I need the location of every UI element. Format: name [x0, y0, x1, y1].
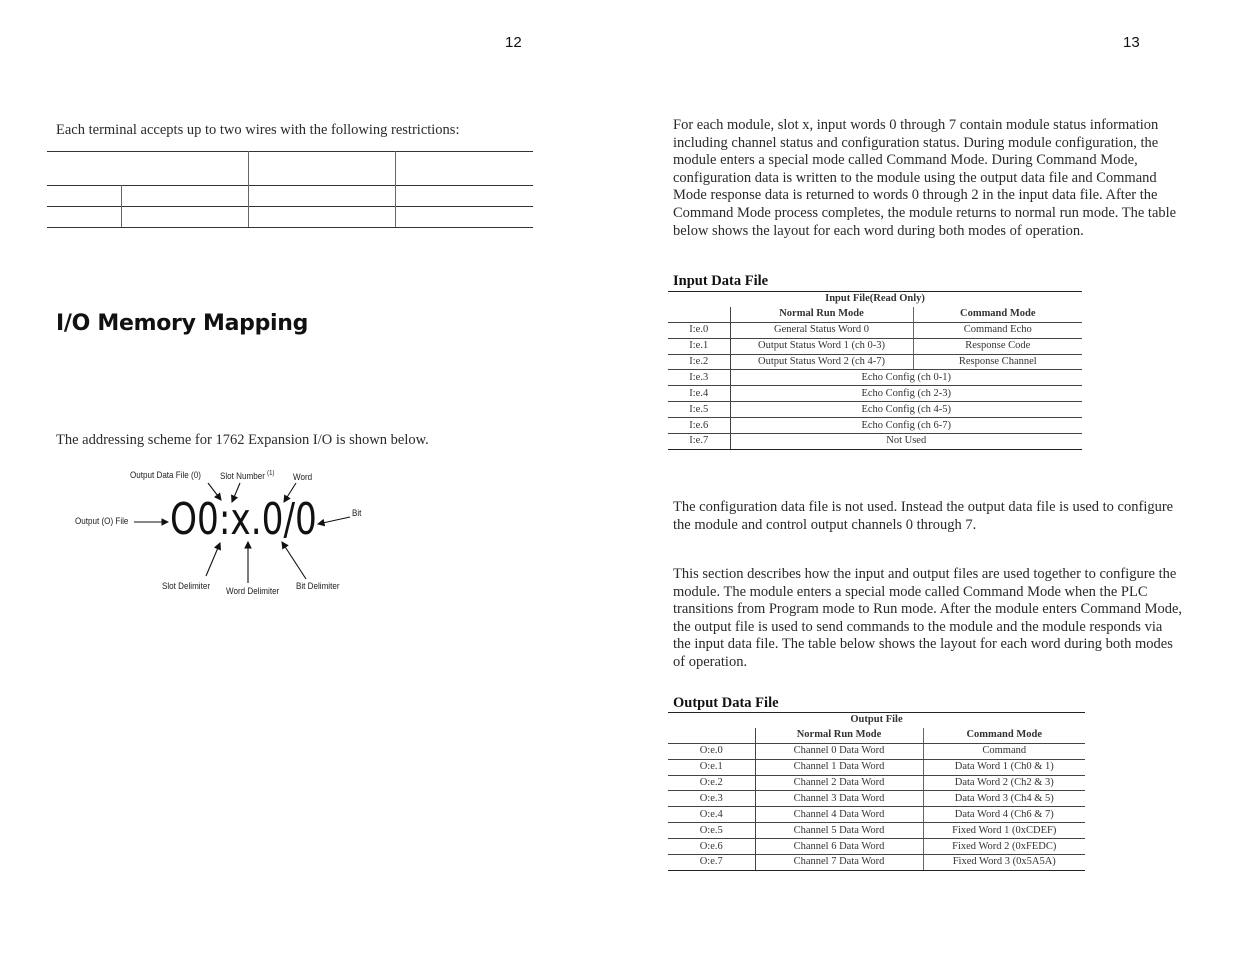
table-row: O:e.2 Channel 2 Data Word Data Word 2 (Ch2 & 3): [668, 775, 1085, 791]
column-header-normal: Normal Run Mode: [755, 728, 923, 743]
table-row: O:e.0 Channel 0 Data Word Command: [668, 743, 1085, 759]
addressing-paragraph: The addressing scheme for 1762 Expansion I/O is shown below.: [56, 432, 429, 448]
table-rule: [47, 227, 533, 228]
table-row: O:e.7 Channel 7 Data Word Fixed Word 3 (0x5A5A): [668, 855, 1085, 871]
output-table-heading: Output Data File: [673, 695, 779, 711]
table-row: I:e.7 Not Used: [668, 434, 1082, 450]
label-output-data-file: Output Data File (0): [130, 470, 201, 481]
column-header-command: Command Mode: [923, 728, 1085, 743]
input-description-paragraph: For each module, slot x, input words 0 through 7 contain module status information including channel status and configuration status. During module configuration, the module enters a special mode called Command Mode. During Command Mode, configuration data is written to the module using the output data file and Command Mode response data is returned to words 0 through 2 in the input data file. After the Command Mode process completes, the module returns to normal run mode. The table below shows the layout for each word during both modes of operation.: [673, 117, 1177, 239]
label-word-delimiter: Word Delimiter: [226, 586, 280, 597]
addressing-diagram: [70, 466, 370, 600]
table-divider: [121, 185, 122, 227]
section-heading: I/O Memory Mapping: [56, 311, 309, 336]
input-table-heading: Input Data File: [673, 273, 769, 289]
table-row: O:e.4 Channel 4 Data Word Data Word 4 (Ch6 & 7): [668, 807, 1085, 823]
table-divider: [395, 151, 396, 227]
table-row: I:e.0 General Status Word 0 Command Echo: [668, 322, 1082, 338]
table-row: I:e.1 Output Status Word 1 (ch 0-3) Response Code: [668, 338, 1082, 354]
table-row: O:e.5 Channel 5 Data Word Fixed Word 1 (0xCDEF): [668, 823, 1085, 839]
page-number-right: 13: [1123, 34, 1140, 51]
table-row: O:e.6 Channel 6 Data Word Fixed Word 2 (0xFEDC): [668, 839, 1085, 855]
input-data-table: [668, 291, 1082, 450]
config-paragraph: The configuration data file is not used. Instead the output data file is used to configure the module and control output channels 0 through 7.: [673, 499, 1174, 533]
page-number-left: 12: [505, 34, 522, 51]
table-divider: [248, 151, 249, 227]
label-bit: Bit: [352, 508, 362, 519]
table-caption: Input File(Read Only): [668, 292, 1082, 307]
command-mode-paragraph: This section describes how the input and output files are used together to configure the module. The module enters a special mode called Command Mode when the PLC transitions from Program mode to Run mode. After the module enters Command Mode, the output file is used to send commands to the module and the module responds via the input data file. The table below shows the layout for each word during both modes of operation.: [673, 566, 1183, 670]
table-row: I:e.3 Echo Config (ch 0-1): [668, 370, 1082, 386]
column-header-normal: Normal Run Mode: [730, 307, 913, 322]
column-header-command: Command Mode: [913, 307, 1082, 322]
label-slot-number: Slot Number $^{(1)}$: [220, 470, 275, 483]
table-caption: Output File: [668, 713, 1085, 728]
label-output-file: Output (O) File: [75, 516, 129, 527]
address-example: O0:x.0/0: [170, 494, 317, 545]
output-data-table: [668, 712, 1085, 871]
table-row: I:e.5 Echo Config (ch 4-5): [668, 402, 1082, 418]
table-rule: [47, 151, 533, 152]
wire-restrictions-table: [47, 151, 533, 228]
label-word: Word: [293, 472, 313, 483]
wires-paragraph: Each terminal accepts up to two wires with the following restrictions:: [56, 122, 460, 138]
table-row: O:e.1 Channel 1 Data Word Data Word 1 (Ch0 & 1): [668, 759, 1085, 775]
table-row: I:e.6 Echo Config (ch 6-7): [668, 418, 1082, 434]
label-bit-delimiter: Bit Delimiter: [296, 581, 340, 592]
table-row: O:e.3 Channel 3 Data Word Data Word 3 (Ch4 & 5): [668, 791, 1085, 807]
table-row: I:e.4 Echo Config (ch 2-3): [668, 386, 1082, 402]
table-rule: [47, 206, 533, 207]
table-rule: [47, 185, 533, 186]
table-row: I:e.2 Output Status Word 2 (ch 4-7) Response Channel: [668, 354, 1082, 370]
label-slot-delimiter: Slot Delimiter: [162, 581, 211, 592]
